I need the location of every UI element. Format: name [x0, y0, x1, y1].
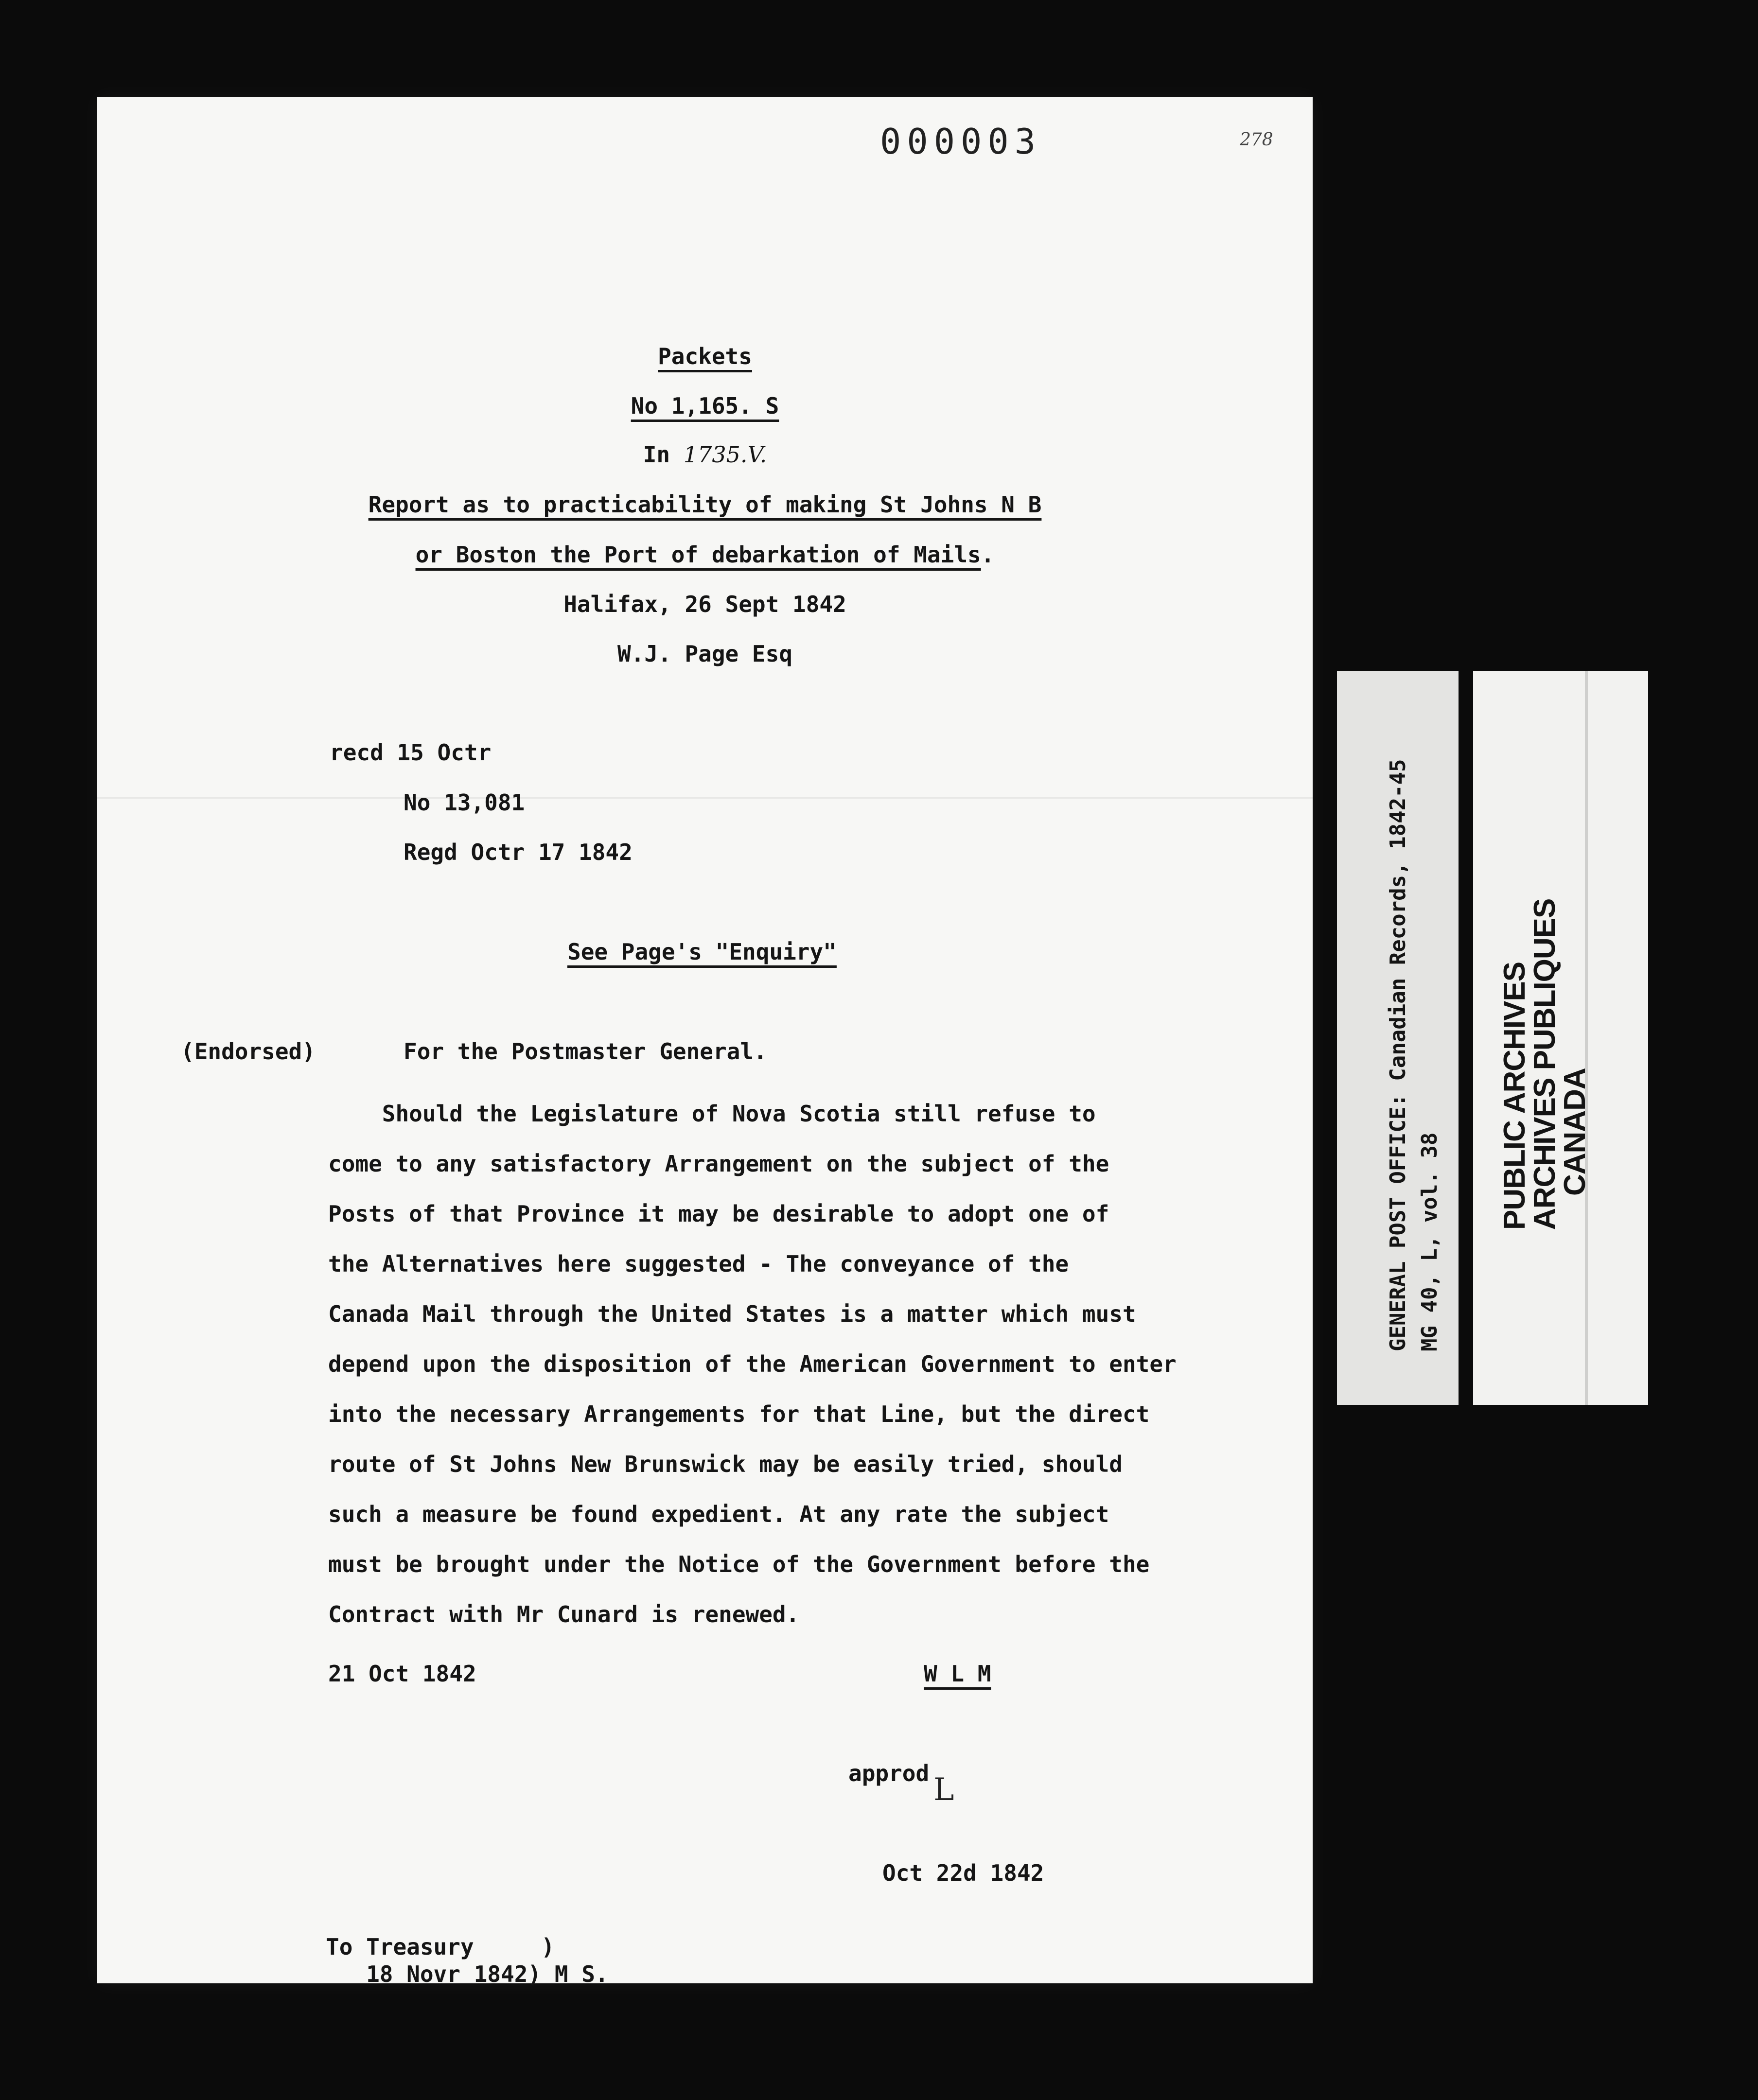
header-number: No 1,165. S: [631, 393, 779, 419]
addressee: For the Postmaster General.: [404, 1038, 767, 1065]
body-line: Posts of that Province it may be desirable to adopt one of: [328, 1201, 1109, 1227]
report-line2-end: .: [981, 542, 995, 568]
archive-label-line2: MG 40, L, vol. 38: [1417, 1132, 1442, 1351]
report-line1-wrap: [97, 493, 1313, 516]
header-title: Packets: [658, 343, 752, 369]
receipt-number: No 13,081: [404, 789, 525, 816]
approval-mark: L: [933, 1772, 954, 1808]
endorsed-label: (Endorsed): [181, 1038, 316, 1065]
footer-line2: 18 Novr 1842) M S.: [326, 1961, 609, 1987]
body-line: come to any satisfactory Arrangement on the subject of the: [328, 1151, 1109, 1177]
header-title-wrap: [97, 345, 1313, 368]
archive-label-line4: ARCHIVES PUBLIQUES: [1528, 898, 1562, 1230]
body-line: Should the Legislature of Nova Scotia still refuse to: [328, 1101, 1096, 1127]
in-prefix: In: [643, 441, 670, 468]
report-line1: Report as to practicability of making St Johns N B: [368, 491, 1042, 518]
approval-date: Oct 22d 1842: [882, 1860, 1044, 1886]
see-ref: See Page's "Enquiry": [567, 939, 837, 965]
body-line: Canada Mail through the United States is a matter which must: [328, 1301, 1136, 1327]
place-date: Halifax, 26 Sept 1842: [563, 591, 846, 617]
body-line: into the necessary Arrangements for that Line, but the direct: [328, 1401, 1150, 1427]
initials-wrap: [924, 1662, 991, 1685]
see-ref-wrap: [567, 941, 837, 963]
header-number-wrap: [97, 395, 1313, 417]
body-text: [328, 1089, 1276, 1640]
body-line: such a measure be found expedient. At any rate the subject: [328, 1501, 1109, 1527]
approval-approd: approd: [848, 1760, 930, 1786]
archive-label: [1337, 671, 1648, 1405]
archive-label-line5: CANADA: [1558, 1068, 1592, 1196]
body-line: the Alternatives here suggested - The conveyance of the: [328, 1251, 1069, 1277]
author: W.J. Page Esq: [617, 641, 793, 667]
document-page: [97, 97, 1313, 1987]
footer-line1: To Treasury ): [326, 1934, 555, 1960]
body-line: Contract with Mr Cunard is renewed.: [328, 1601, 800, 1628]
body-line: depend upon the disposition of the American Government to enter: [328, 1351, 1177, 1377]
report-line2: or Boston the Port of debarkation of Mails: [415, 542, 981, 568]
report-line2-wrap: [97, 543, 1313, 566]
sign-date: 21 Oct 1842: [328, 1661, 476, 1687]
archive-label-line1: GENERAL POST OFFICE: Canadian Records, 1842-45: [1386, 759, 1410, 1351]
body-line: route of St Johns New Brunswick may be easily tried, should: [328, 1451, 1123, 1477]
receipt-recd: recd 15 Octr: [330, 739, 492, 766]
receipt-regd: Regd Octr 17 1842: [404, 839, 633, 865]
archive-label-line3: PUBLIC ARCHIVES: [1498, 962, 1531, 1230]
header-in-line: [97, 443, 1313, 466]
stamp-number: 000003: [880, 121, 1042, 162]
corner-mark: 278: [1240, 130, 1273, 150]
initials: W L M: [924, 1661, 991, 1687]
in-ref: 1735.V.: [683, 441, 767, 468]
archive-label-divider: [1459, 671, 1473, 1405]
archive-label-fold: [1585, 671, 1588, 1405]
body-line: must be brought under the Notice of the Government before the: [328, 1551, 1150, 1577]
